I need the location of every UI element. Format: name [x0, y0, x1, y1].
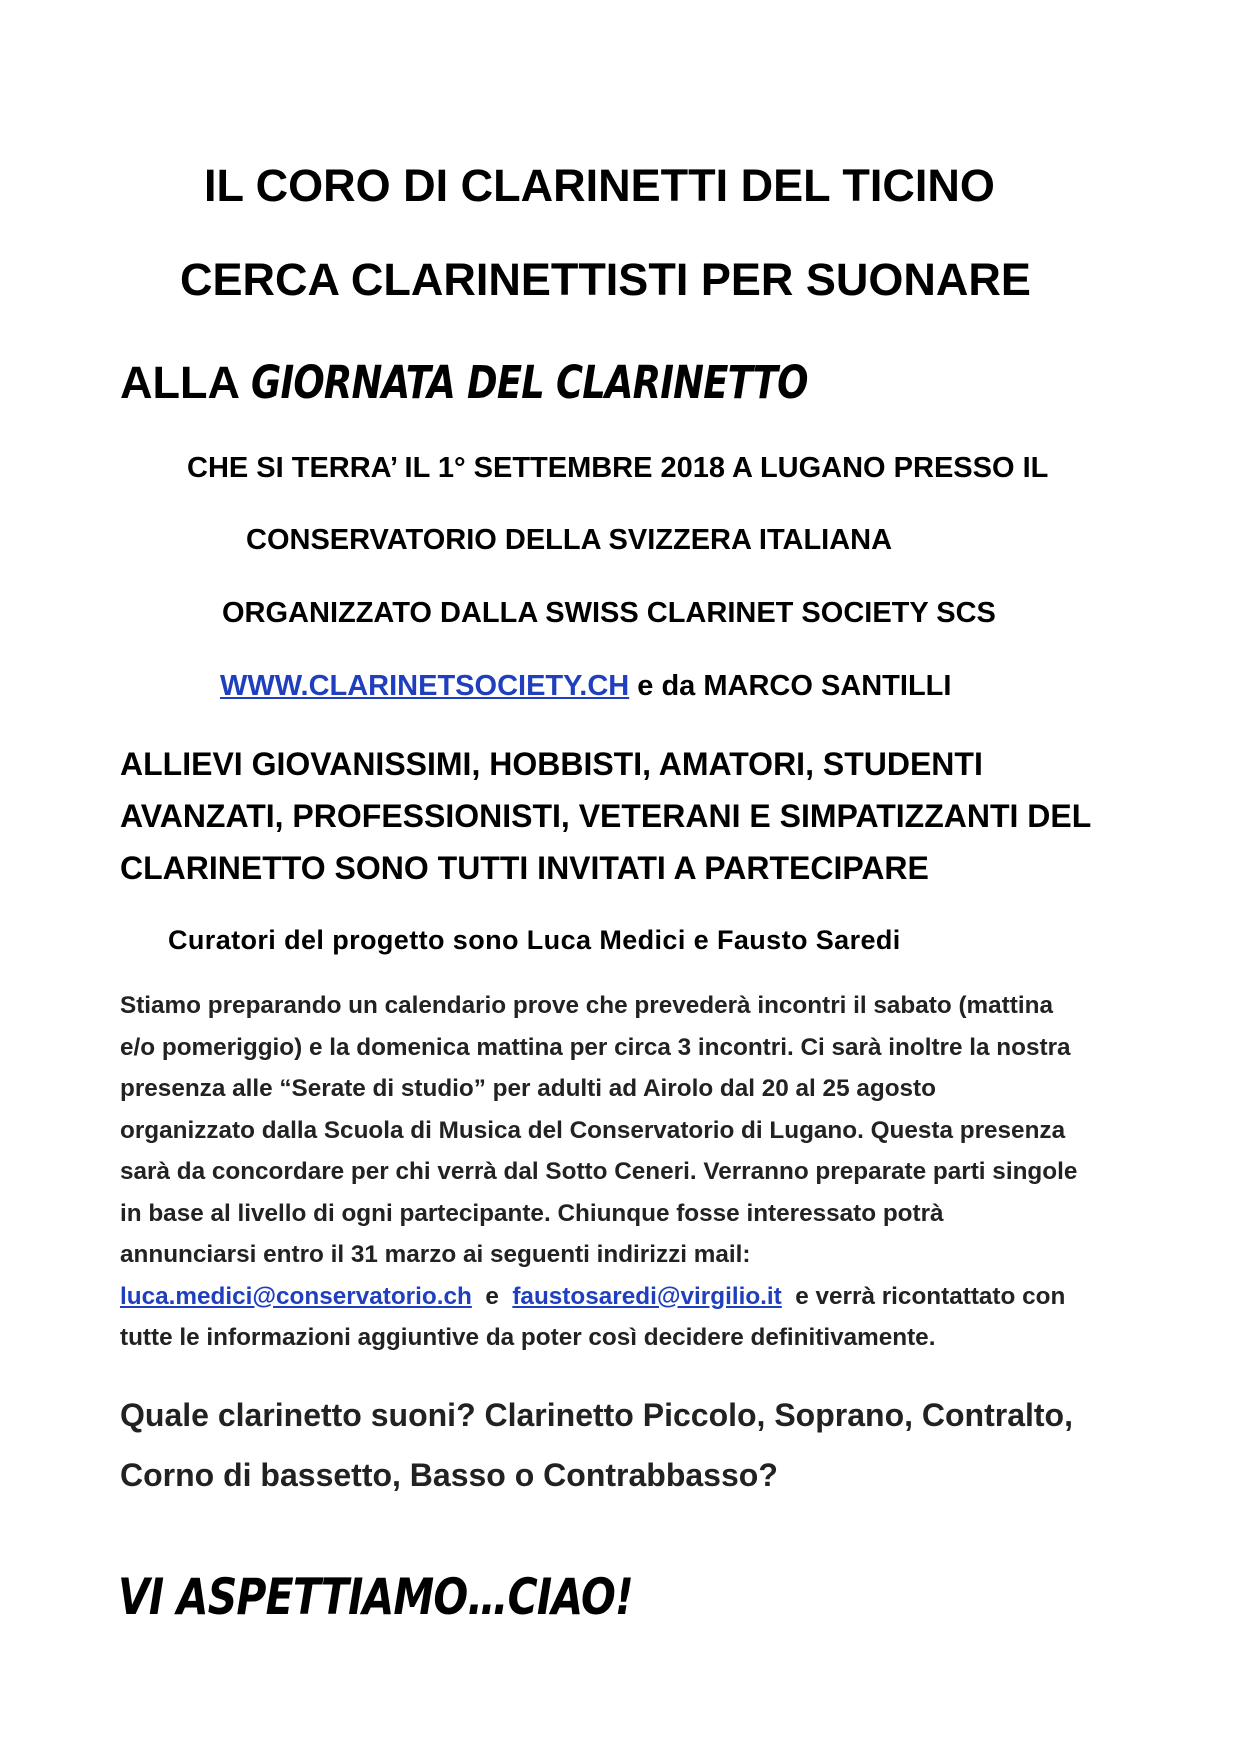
curators-line: Curatori del progetto sono Luca Medici e Fausto Saredi	[168, 925, 901, 955]
body-line: e/o pomeriggio) e la domenica mattina per circa 3 incontri. Ci sarà inoltre la nostra	[120, 1033, 1071, 1061]
email-link-luca[interactable]: luca.medici@conservatorio.ch	[120, 1282, 472, 1310]
body-paragraph	[120, 985, 1130, 1359]
heading-line-3	[120, 356, 930, 409]
body-line: presenza alle “Serate di studio” per adulti ad Airolo dal 20 al 25 agosto	[120, 1075, 936, 1102]
invitation-line-1: ALLIEVI GIOVANISSIMI, HOBBISTI, AMATORI, STUDENTI	[120, 746, 983, 782]
body-line: tutte le informazioni aggiuntive da poter così decidere definitivamente.	[120, 1324, 936, 1351]
conjunction: e	[471, 1282, 513, 1310]
email-link-fausto[interactable]: faustosaredi@virgilio.it	[512, 1282, 782, 1310]
heading-line-1: IL CORO DI CLARINETTI DEL TICINO	[204, 160, 995, 211]
clarinet-question	[120, 1385, 1073, 1505]
body-email-line	[120, 1276, 1130, 1318]
event-date-line: CHE SI TERRA’ IL 1° SETTEMBRE 2018 A LUGANO PRESSO IL	[187, 452, 1049, 484]
invitation-line-2: AVANZATI, PROFESSIONISTI, VETERANI E SIMPATIZZANTI DEL	[120, 798, 1092, 834]
body-line-tail: e verrà ricontattato con	[781, 1282, 1066, 1310]
co-organizer: e da MARCO SANTILLI	[637, 670, 952, 702]
question-line-2: Corno di bassetto, Basso o Contrabbasso?	[120, 1457, 778, 1493]
website-link[interactable]: WWW.CLARINETSOCIETY.CH	[220, 670, 630, 702]
event-organizer: ORGANIZZATO DALLA SWISS CLARINET SOCIETY SCS	[222, 597, 996, 629]
body-line: sarà da concordare per chi verrà dal Sotto Ceneri. Verranno preparate parti singole	[120, 1158, 1078, 1185]
heading-line-2: CERCA CLARINETTISTI PER SUONARE	[180, 254, 1031, 305]
event-venue: CONSERVATORIO DELLA SVIZZERA ITALIANA	[246, 524, 893, 556]
invitation-block	[120, 738, 1120, 894]
body-line: in base al livello di ogni partecipante. Chiunque fosse interessato potrà	[120, 1199, 944, 1227]
closing-greeting: VI ASPETTIAMO…CIAO!	[118, 1568, 633, 1626]
body-line: Stiamo preparando un calendario prove che prevederà incontri il sabato (mattina	[120, 992, 1053, 1019]
event-name: GIORNATA DEL CLARINETTO	[250, 356, 808, 409]
body-line: organizzato dalla Scuola di Musica del Conservatorio di Lugano. Questa presenza	[120, 1116, 1066, 1144]
question-line-1: Quale clarinetto suoni? Clarinetto Piccolo, Soprano, Contralto,	[120, 1397, 1073, 1433]
event-website-line	[220, 670, 951, 703]
invitation-line-3: CLARINETTO SONO TUTTI INVITATI A PARTECIPARE	[120, 850, 929, 886]
body-line: annunciarsi entro il 31 marzo ai seguenti indirizzi mail:	[120, 1241, 751, 1268]
heading-prefix: ALLA	[120, 357, 239, 408]
